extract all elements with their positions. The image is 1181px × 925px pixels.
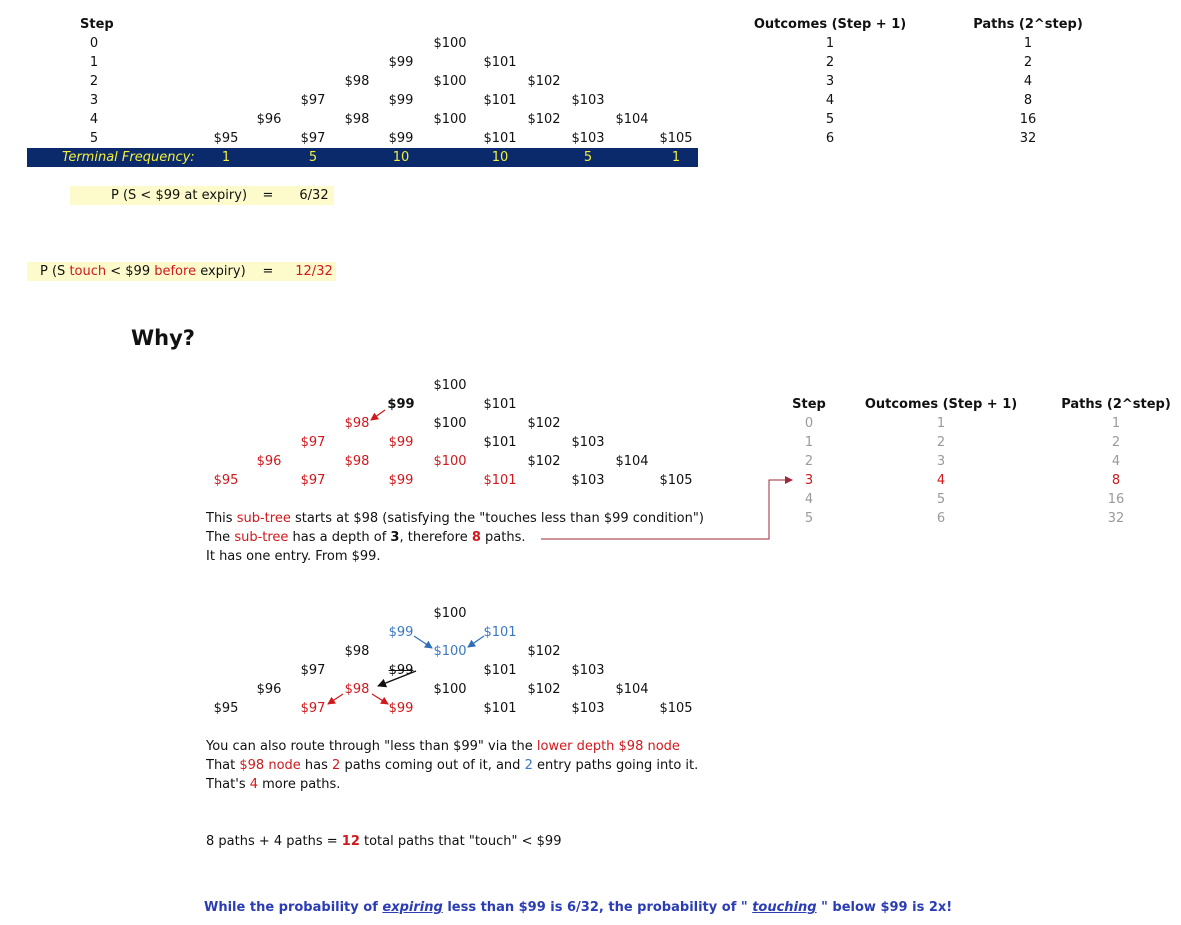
tree-node: $102 xyxy=(527,112,561,127)
tree-node: $96 xyxy=(256,682,282,697)
tree-node: $100 xyxy=(433,644,467,659)
outcome-value: 1 xyxy=(825,36,835,51)
side-path-value: 1 xyxy=(1111,416,1121,431)
path-value: 1 xyxy=(1023,36,1033,51)
side-outcome-value: 4 xyxy=(936,473,946,488)
tree-node: $105 xyxy=(659,701,693,716)
step-value: 1 xyxy=(89,55,99,70)
subtree-explanation-line-3: It has one entry. From $99. xyxy=(206,549,381,564)
tree-node: $97 xyxy=(300,663,326,678)
tree-node: $102 xyxy=(527,454,561,469)
tree-node: $97 xyxy=(300,93,326,108)
tree-node: $103 xyxy=(571,435,605,450)
tree-node: $99 xyxy=(387,397,415,412)
side-outcome-value: 5 xyxy=(936,492,946,507)
side-paths-header: Paths (2^step) xyxy=(1061,397,1171,412)
tree-node: $101 xyxy=(483,473,517,488)
side-path-value: 4 xyxy=(1111,454,1121,469)
tree-node: $98 xyxy=(344,454,370,469)
prob-touch-value: 12/32 xyxy=(295,264,333,279)
tree-node: $104 xyxy=(615,454,649,469)
tree-node: $99 xyxy=(388,435,414,450)
tree-node: $101 xyxy=(483,131,517,146)
step-value: 4 xyxy=(89,112,99,127)
tree-node: $102 xyxy=(527,682,561,697)
route-exit-arrow-right xyxy=(372,694,388,704)
side-outcome-value: 6 xyxy=(936,511,946,526)
route-explanation-line-3: That's 4 more paths. xyxy=(206,777,341,792)
tree-node: $101 xyxy=(483,435,517,450)
tree-node: $100 xyxy=(433,112,467,127)
sum-line: 8 paths + 4 paths = 12 total paths that "touch" < $99 xyxy=(206,834,562,849)
route-entry-arrow-left xyxy=(414,636,432,648)
route-explanation-line-2: That $98 node has 2 paths coming out of it, and 2 entry paths going into it. xyxy=(206,758,699,773)
tree-node: $104 xyxy=(615,682,649,697)
tree-node: $103 xyxy=(571,131,605,146)
tree-node: $103 xyxy=(571,93,605,108)
side-step-value: 3 xyxy=(804,473,814,488)
tree-node: $102 xyxy=(527,416,561,431)
side-path-value: 2 xyxy=(1111,435,1121,450)
tree-node: $98 xyxy=(344,644,370,659)
route-explanation-line-1: You can also route through "less than $99" via the lower depth $98 node xyxy=(206,739,680,754)
tree-node: $98 xyxy=(344,682,370,697)
step-value: 3 xyxy=(89,93,99,108)
tree-node: $103 xyxy=(571,473,605,488)
prob-expiry-label: P (S < $99 at expiry) xyxy=(111,188,248,203)
tree-node: $99 xyxy=(388,663,414,678)
prob-touch-equals: = xyxy=(262,264,274,279)
tree-node: $101 xyxy=(483,55,517,70)
prob-touch-label: P (S touch < $99 before expiry) xyxy=(40,264,246,279)
conclusion-line: While the probability of expiring less than $99 is 6/32, the probability of " touching " below $99 is 2x! xyxy=(204,900,953,915)
tree-node: $99 xyxy=(388,473,414,488)
subtree-entry-arrow xyxy=(371,410,385,420)
tree-node: $95 xyxy=(213,701,239,716)
tree-node: $102 xyxy=(527,74,561,89)
prob-expiry-equals: = xyxy=(262,188,274,203)
tree-node: $105 xyxy=(659,131,693,146)
tree-node: $98 xyxy=(344,416,370,431)
tree-node: $102 xyxy=(527,644,561,659)
terminal-frequency-value: 10 xyxy=(392,150,410,165)
tree-node: $101 xyxy=(483,397,517,412)
tree-node: $100 xyxy=(433,36,467,51)
why-heading: Why? xyxy=(131,326,195,350)
tree-node: $100 xyxy=(433,682,467,697)
prob-expiry-value: 6/32 xyxy=(299,188,329,203)
tree-node: $98 xyxy=(344,112,370,127)
side-step-value: 0 xyxy=(804,416,814,431)
side-outcome-value: 2 xyxy=(936,435,946,450)
tree-node: $98 xyxy=(344,74,370,89)
tree-node: $101 xyxy=(483,93,517,108)
outcome-value: 4 xyxy=(825,93,835,108)
tree-node: $99 xyxy=(388,55,414,70)
tree-node: $99 xyxy=(388,625,414,640)
subtree-explanation-line-1: This sub-tree starts at $98 (satisfying the "touches less than $99 condition") xyxy=(206,511,704,526)
side-outcome-value: 3 xyxy=(936,454,946,469)
terminal-frequency-value: 10 xyxy=(491,150,509,165)
top-paths-header: Paths (2^step) xyxy=(973,17,1083,32)
tree-node: $95 xyxy=(213,473,239,488)
outcome-value: 3 xyxy=(825,74,835,89)
path-value: 16 xyxy=(1019,112,1037,127)
subtree-connector xyxy=(541,480,792,539)
outcome-value: 5 xyxy=(825,112,835,127)
top-step-header: Step xyxy=(80,17,114,32)
tree-node: $97 xyxy=(300,131,326,146)
tree-node: $99 xyxy=(388,131,414,146)
tree-node: $105 xyxy=(659,473,693,488)
tree-node: $100 xyxy=(433,416,467,431)
tree-node: $103 xyxy=(571,701,605,716)
side-step-value: 5 xyxy=(804,511,814,526)
terminal-frequency-label: Terminal Frequency: xyxy=(62,150,195,165)
route-entry-arrow-right xyxy=(468,636,484,647)
side-outcome-value: 1 xyxy=(936,416,946,431)
tree-node: $97 xyxy=(300,435,326,450)
side-outcomes-header: Outcomes (Step + 1) xyxy=(864,397,1018,412)
tree-node: $104 xyxy=(615,112,649,127)
tree-node: $97 xyxy=(300,701,326,716)
tree-node: $100 xyxy=(433,74,467,89)
outcome-value: 2 xyxy=(825,55,835,70)
path-value: 4 xyxy=(1023,74,1033,89)
path-value: 8 xyxy=(1023,93,1033,108)
terminal-frequency-value: 1 xyxy=(221,150,231,165)
terminal-frequency-value: 5 xyxy=(308,150,318,165)
terminal-frequency-value: 1 xyxy=(671,150,681,165)
tree-node: $100 xyxy=(433,606,467,621)
terminal-frequency-value: 5 xyxy=(583,150,593,165)
step-value: 2 xyxy=(89,74,99,89)
side-path-value: 32 xyxy=(1107,511,1125,526)
side-step-value: 2 xyxy=(804,454,814,469)
tree-node: $96 xyxy=(256,454,282,469)
tree-node: $100 xyxy=(433,378,467,393)
tree-node: $103 xyxy=(571,663,605,678)
route-down-arrow xyxy=(378,671,416,686)
side-step-header: Step xyxy=(792,397,826,412)
step-value: 0 xyxy=(89,36,99,51)
tree-node: $101 xyxy=(483,701,517,716)
tree-node: $100 xyxy=(433,454,467,469)
tree-node: $99 xyxy=(388,93,414,108)
tree-node: $95 xyxy=(213,131,239,146)
side-step-value: 4 xyxy=(804,492,814,507)
side-step-value: 1 xyxy=(804,435,814,450)
side-path-value: 8 xyxy=(1111,473,1121,488)
top-outcomes-header: Outcomes (Step + 1) xyxy=(753,17,907,32)
side-path-value: 16 xyxy=(1107,492,1125,507)
route-exit-arrow-left xyxy=(328,694,343,704)
tree-node: $99 xyxy=(388,701,414,716)
path-value: 2 xyxy=(1023,55,1033,70)
outcome-value: 6 xyxy=(825,131,835,146)
tree-node: $101 xyxy=(483,625,517,640)
tree-node: $101 xyxy=(483,663,517,678)
path-value: 32 xyxy=(1019,131,1037,146)
tree-node: $97 xyxy=(300,473,326,488)
tree-node: $96 xyxy=(256,112,282,127)
subtree-explanation-line-2: The sub-tree has a depth of 3, therefore 8 paths. xyxy=(206,530,526,545)
step-value: 5 xyxy=(89,131,99,146)
